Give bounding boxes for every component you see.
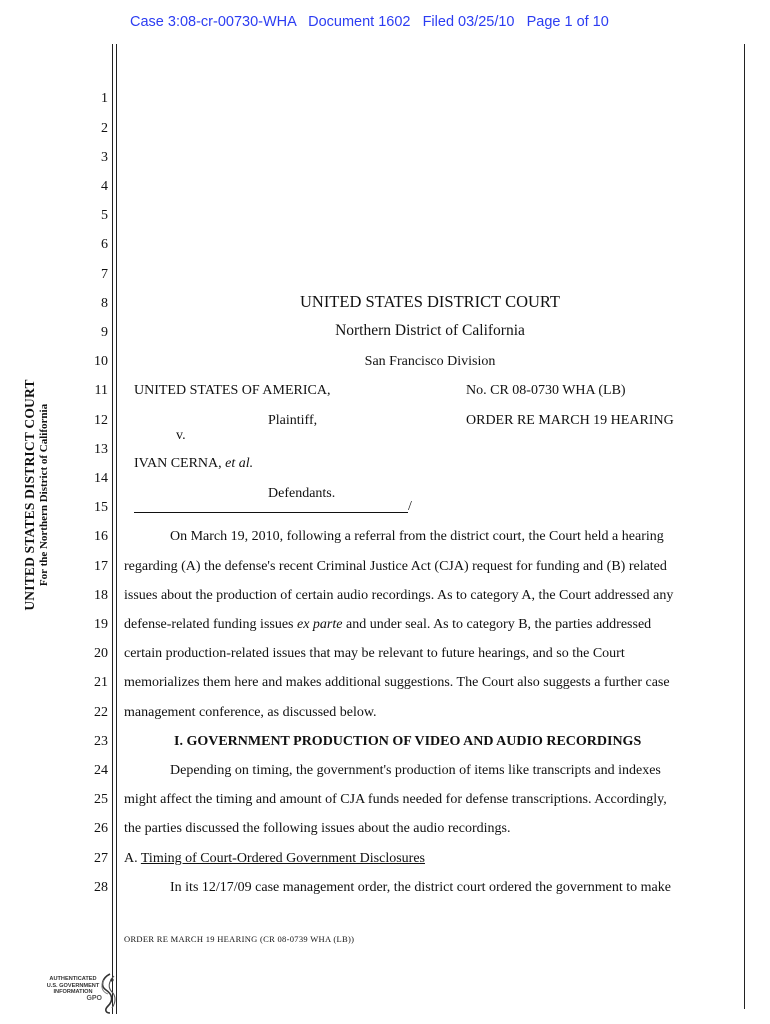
line-number: 15 [94, 500, 108, 515]
header-page-count: Page 1 of 10 [526, 14, 609, 30]
left-margin-rule-1 [112, 44, 113, 1014]
line-number: 25 [94, 792, 108, 807]
plaintiff-name: UNITED STATES OF AMERICA, [134, 383, 331, 398]
header-filed-date: Filed 03/25/10 [422, 14, 515, 30]
line-number: 20 [94, 646, 108, 661]
right-margin-rule [744, 44, 745, 1009]
body-line-25: might affect the timing and amount of CJA funds needed for defense transcriptions. Accordingly, [124, 792, 667, 807]
page-footer: ORDER RE MARCH 19 HEARING (CR 08-0739 WHA (LB)) [124, 934, 355, 944]
line-number: 10 [94, 354, 108, 369]
case-number: No. CR 08-0730 WHA (LB) [466, 383, 626, 398]
body-line-26: the parties discussed the following issues about the audio recordings. [124, 821, 511, 836]
line-number: 18 [94, 588, 108, 603]
court-name: UNITED STATES DISTRICT COURT [299, 292, 560, 311]
line-number: 4 [101, 179, 108, 194]
gpo-line-3: INFORMATION [53, 989, 93, 996]
line-number: 27 [94, 851, 108, 866]
body-line-21: memorializes them here and makes additional suggestions. The Court also suggests a further case [124, 675, 670, 690]
line-number: 28 [94, 880, 108, 895]
header-document-number: Document 1602 [308, 14, 411, 30]
sidebar-court-name: UNITED STATES DISTRICT COURT [21, 379, 37, 611]
ecf-header [130, 14, 609, 30]
line-number: 11 [94, 383, 108, 398]
order-title: ORDER RE MARCH 19 HEARING [466, 413, 674, 428]
line-number: 9 [101, 325, 108, 340]
sidebar-court-label [8, 300, 63, 690]
caption-slash: / [408, 499, 412, 514]
line-number: 5 [101, 208, 108, 223]
line-number: 6 [101, 237, 108, 252]
section-heading: I. GOVERNMENT PRODUCTION OF VIDEO AND AUDIO RECORDINGS [174, 734, 642, 749]
body-line-19 [124, 617, 651, 633]
gpo-mark: GPO [86, 994, 102, 1002]
line-number: 23 [94, 734, 108, 749]
line-number: 1 [101, 91, 108, 106]
sidebar-district: For the Northern District of California [37, 403, 50, 587]
body-line-28: In its 12/17/09 case management order, the district court ordered the government to make [170, 880, 671, 895]
court-division: San Francisco Division [364, 354, 496, 369]
versus: v. [176, 428, 186, 443]
line-number: 13 [94, 442, 108, 457]
defendant-et-al: et al. [225, 456, 254, 471]
left-margin-rule-2 [116, 44, 117, 1014]
body-line-17: regarding (A) the defense's recent Criminal Justice Act (CJA) request for funding and (B) related [124, 559, 667, 574]
defendant-role: Defendants. [268, 486, 336, 501]
line-number: 7 [101, 267, 108, 282]
subheading-label: A. [124, 851, 138, 866]
ex-parte: ex parte [297, 617, 343, 632]
defendant-name-text: IVAN CERNA, [134, 456, 222, 471]
defendant-name [134, 456, 253, 472]
subheading-text: Timing of Court-Ordered Government Disclosures [140, 851, 425, 866]
line-number: 17 [94, 559, 108, 574]
line-number: 21 [94, 675, 108, 690]
body-line-22: management conference, as discussed below. [124, 705, 377, 720]
court-district: Northern District of California [335, 322, 525, 339]
body-line-19-c: and under seal. As to category B, the parties addressed [345, 617, 652, 632]
header-case-number: Case 3:08-cr-00730-WHA [130, 14, 297, 30]
body-line-24: Depending on timing, the government's production of items like transcripts and indexes [170, 763, 661, 778]
line-number: 16 [94, 529, 108, 544]
line-number: 3 [101, 150, 108, 165]
line-number: 26 [94, 821, 108, 836]
gpo-line-2: U.S. GOVERNMENT [46, 982, 100, 989]
caption-rule [134, 512, 408, 513]
line-number: 19 [94, 617, 108, 632]
line-number: 12 [94, 413, 108, 428]
subheading [124, 851, 425, 867]
body-line-19-a: defense-related funding issues [124, 617, 294, 632]
plaintiff-role: Plaintiff, [268, 413, 318, 428]
line-number: 14 [94, 471, 108, 486]
line-number: 8 [101, 296, 108, 311]
line-number: 24 [94, 763, 108, 778]
gpo-line-1: AUTHENTICATED [49, 976, 97, 982]
body-line-20: certain production-related issues that may be relevant to future hearings, and so the Court [124, 646, 625, 661]
gpo-eagle-icon [94, 972, 124, 1014]
line-number: 22 [94, 705, 108, 720]
body-line-18: issues about the production of certain audio recordings. As to category A, the Court addressed any [124, 588, 674, 603]
line-number: 2 [101, 121, 108, 136]
body-line-16: On March 19, 2010, following a referral from the district court, the Court held a hearing [170, 529, 664, 544]
